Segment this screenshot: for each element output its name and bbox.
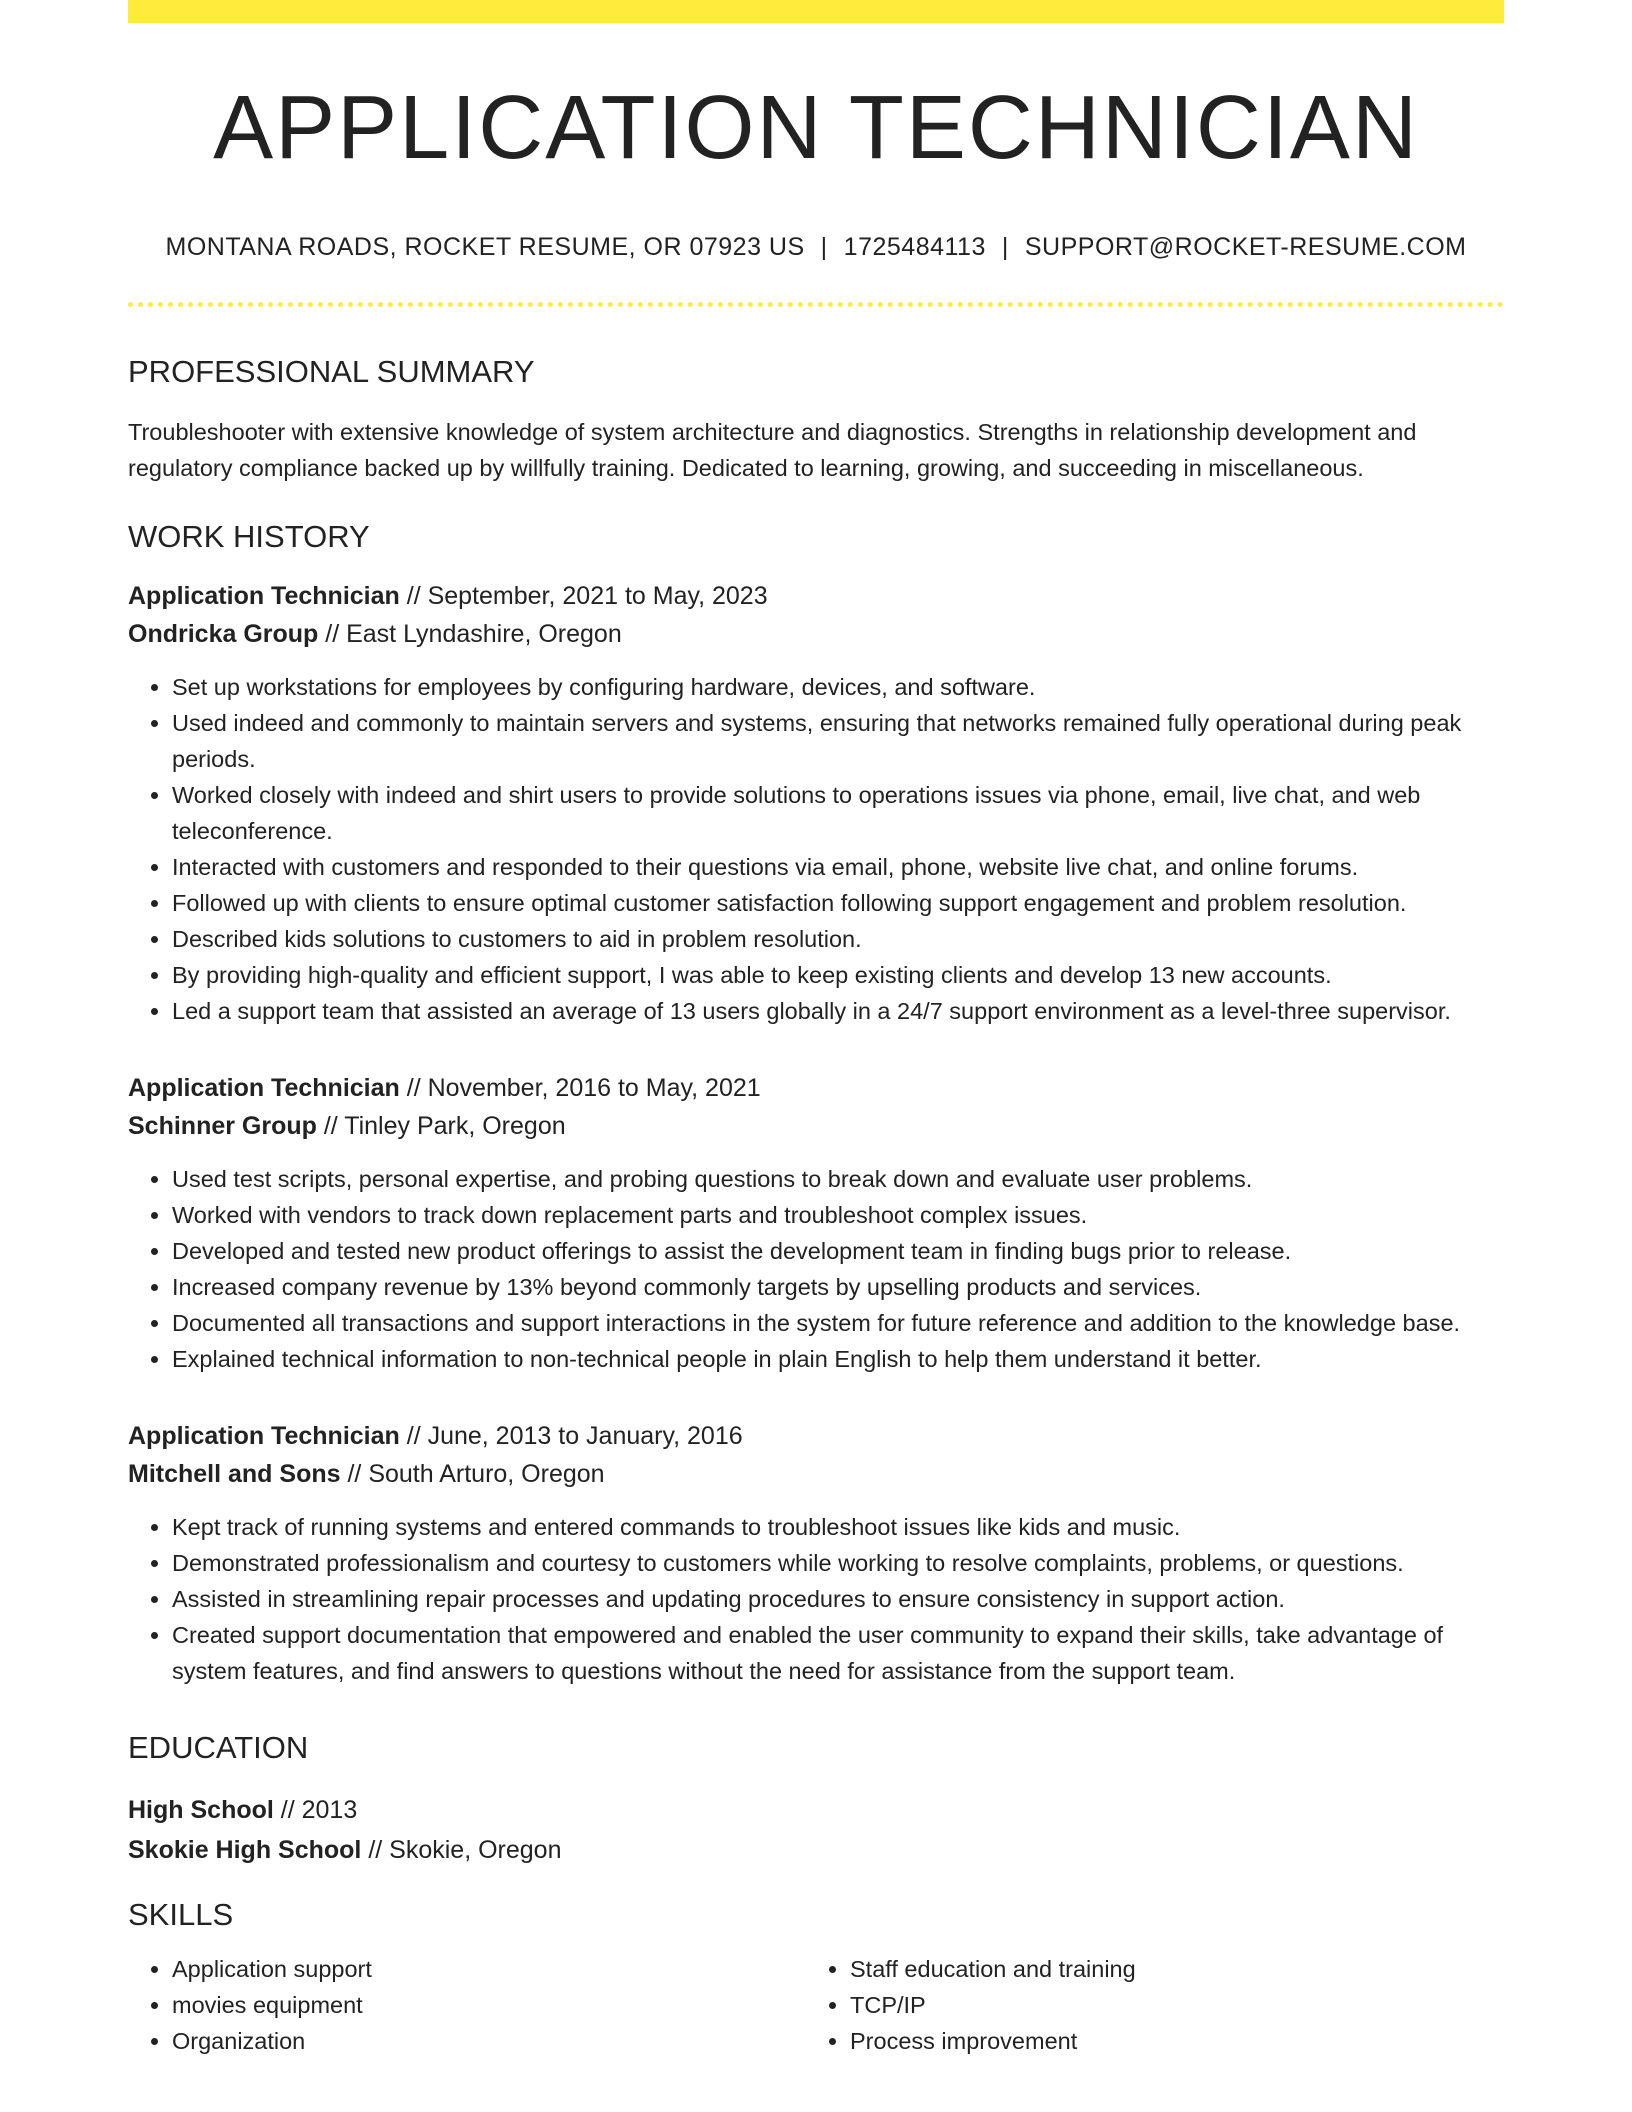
education-degree-line [128,1790,1504,1830]
job-bullets [128,1161,1504,1377]
job-title-line [128,1417,1504,1455]
job-company: Mitchell and Sons [128,1459,341,1488]
job-title-line [128,1069,1504,1107]
job-dates: // June, 2013 to January, 2016 [399,1421,743,1450]
skill-item: • Process improvement [850,2023,1484,2059]
job-entry [128,1417,1504,1689]
job-bullet: • Worked with vendors to track down replacement parts and troubleshoot complex issues. [172,1197,1504,1233]
job-bullets [128,1509,1504,1689]
skill-item: • Organization [172,2023,806,2059]
skills-list [806,1951,1484,2059]
top-accent-bar [128,0,1504,23]
job-dates: // September, 2021 to May, 2023 [399,581,768,610]
skill-item: • Staff education and training [850,1951,1484,1987]
job-bullet: • Used test scripts, personal expertise, and probing questions to break down and evaluate user problems. [172,1161,1504,1197]
skills-section-title: SKILLS [128,1897,234,1933]
skill-item: • Application support [172,1951,806,1987]
job-entry [128,1069,1504,1377]
job-bullet: • Kept track of running systems and entered commands to troubleshoot issues like kids and music. [172,1509,1504,1545]
contact-separator: | [1001,232,1009,261]
job-company-line [128,1455,1504,1493]
skills-list [128,1951,806,2059]
skill-item: • movies equipment [172,1987,806,2023]
skill-item: • TCP/IP [850,1987,1484,2023]
job-bullet: • Created support documentation that empowered and enabled the user community to expand their skills, take advantage of system features, and find answers to questions without the need for assistance from the support team. [172,1617,1504,1689]
job-bullet: • Followed up with clients to ensure optimal customer satisfaction following support engagement and problem resolution. [172,885,1504,921]
education-degree: High School [128,1796,274,1825]
education-year: // 2013 [273,1796,358,1825]
job-title-line [128,577,1504,615]
job-bullet: • Increased company revenue by 13% beyond commonly targets by upselling products and services. [172,1269,1504,1305]
education-section-title: EDUCATION [128,1729,309,1765]
job-role: Application Technician [128,581,400,610]
job-bullets [128,669,1504,1029]
job-location: // East Lyndashire, Oregon [318,619,622,648]
job-bullet: • Used indeed and commonly to maintain servers and systems, ensuring that networks remained fully operational during peak periods. [172,705,1504,777]
contact-line [128,233,1504,262]
job-company-line [128,615,1504,653]
job-bullet: • Documented all transactions and support interactions in the system for future reference and addition to the knowledge base. [172,1305,1504,1341]
summary-text: Troubleshooter with extensive knowledge of system architecture and diagnostics. Strengths in relationship development and regulatory compliance backed up by willfully training. Dedicated to learning, growing, and succeeding in miscellaneous. [128,418,1417,481]
contact-address: MONTANA ROADS, ROCKET RESUME, OR 07923 US [165,232,805,261]
job-bullet: • Assisted in streamlining repair processes and updating procedures to ensure consistency in support action. [172,1581,1504,1617]
resume-name-heading: APPLICATION TECHNICIAN [213,78,1419,178]
job-role: Application Technician [128,1073,400,1102]
job-bullet: • Worked closely with indeed and shirt users to provide solutions to operations issues via phone, email, live chat, and web teleconference. [172,777,1504,849]
skills-column-right [806,1951,1484,2059]
job-bullet: • Described kids solutions to customers to aid in problem resolution. [172,921,1504,957]
job-company: Schinner Group [128,1111,317,1140]
job-bullet: • Led a support team that assisted an average of 13 users globally in a 24/7 support environment as a level-three supervisor. [172,993,1504,1029]
job-location: // South Arturo, Oregon [340,1459,605,1488]
job-role: Application Technician [128,1421,400,1450]
contact-separator: | [820,232,828,261]
contact-phone: 1725484113 [843,232,986,261]
dotted-divider [128,302,1504,307]
job-company: Ondricka Group [128,619,319,648]
work-history-section-title: WORK HISTORY [128,518,370,554]
contact-email: SUPPORT@ROCKET-RESUME.COM [1024,232,1467,261]
job-entry [128,577,1504,1029]
job-bullet: • Explained technical information to non-technical people in plain English to help them understand it better. [172,1341,1504,1377]
skills-grid [128,1951,1504,2059]
job-bullet: • Demonstrated professionalism and courtesy to customers while working to resolve complaints, problems, or questions. [172,1545,1504,1581]
education-entry [128,1790,1504,1870]
job-dates: // November, 2016 to May, 2021 [399,1073,761,1102]
job-location: // Tinley Park, Oregon [316,1111,566,1140]
job-company-line [128,1107,1504,1145]
job-bullet: • Set up workstations for employees by configuring hardware, devices, and software. [172,669,1504,705]
summary-section-title: PROFESSIONAL SUMMARY [128,353,535,389]
resume-page [128,0,1504,2059]
skills-column-left [128,1951,806,2059]
education-school-line [128,1830,1504,1870]
education-location: // Skokie, Oregon [361,1836,562,1865]
job-bullet: • Developed and tested new product offerings to assist the development team in finding bugs prior to release. [172,1233,1504,1269]
job-bullet: • By providing high-quality and efficient support, I was able to keep existing clients and develop 13 new accounts. [172,957,1504,993]
job-bullet: • Interacted with customers and responded to their questions via email, phone, website live chat, and online forums. [172,849,1504,885]
education-school: Skokie High School [128,1836,362,1865]
